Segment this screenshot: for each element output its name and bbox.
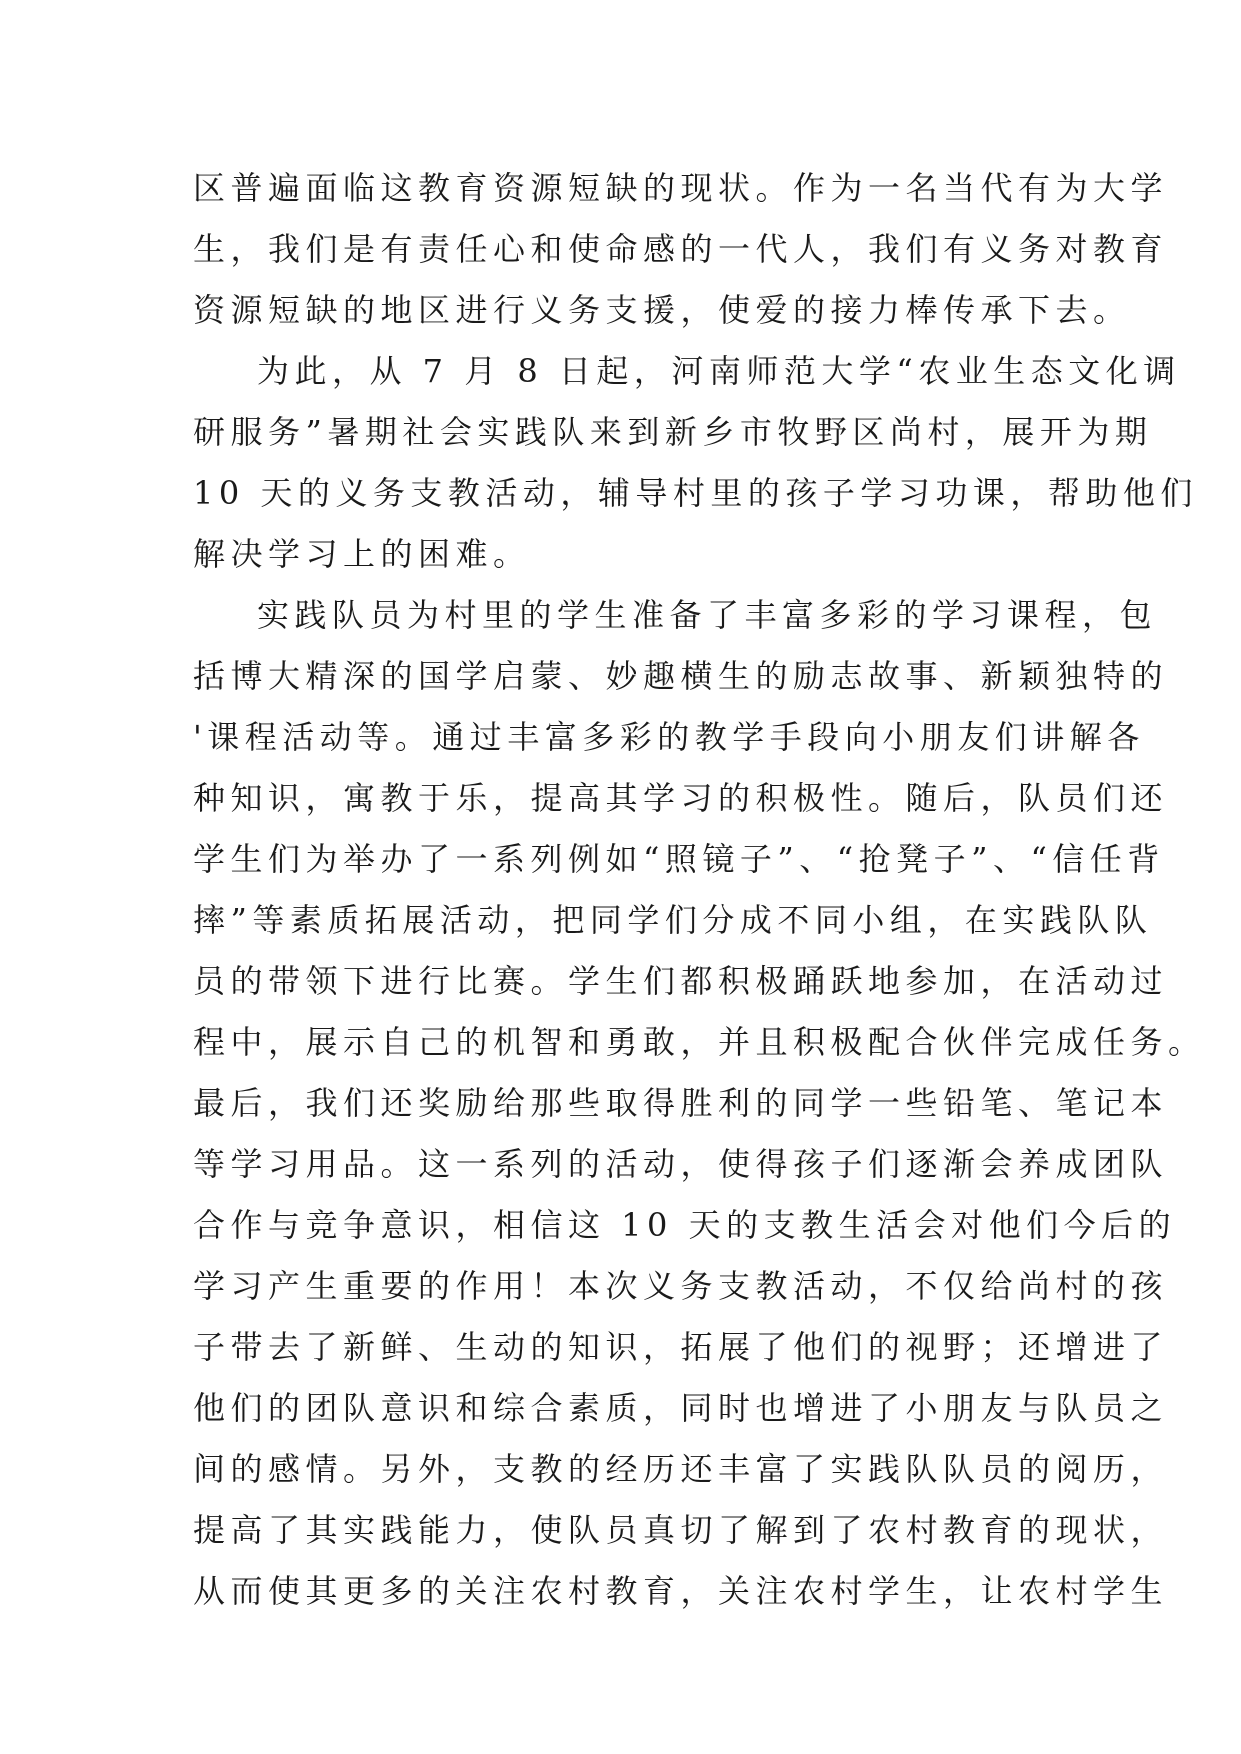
text-line: 区普遍面临这教育资源短缺的现状。作为一名当代有为大学	[193, 169, 1169, 207]
paragraph-1	[193, 158, 1169, 341]
text-line: 子带去了新鲜、生动的知识，拓展了他们的视野；还增进了	[193, 1328, 1169, 1366]
text-line: 种知识，寓教于乐，提高其学习的积极性。随后，队员们还	[193, 779, 1169, 817]
text-line: 提高了其实践能力，使队员真切了解到了农村教育的现状，	[193, 1511, 1169, 1549]
text-line: 从而使其更多的关注农村教育，关注农村学生，让农村学生	[193, 1572, 1169, 1610]
text-line: 最后，我们还奖励给那些取得胜利的同学一些铅笔、笔记本	[193, 1084, 1169, 1122]
text-line: 摔”等素质拓展活动，把同学们分成不同小组，在实践队队	[193, 901, 1153, 939]
text-line: 解决学习上的困难。	[193, 535, 531, 573]
text-line: 学生们为举办了一系列例如“照镜子”、“抢凳子”、“信任背	[193, 840, 1165, 878]
text-line: 实践队员为村里的学生准备了丰富多彩的学习课程，包	[257, 596, 1158, 634]
text-line: 资源短缺的地区进行义务支援，使爱的接力棒传承下去。	[193, 291, 1131, 329]
text-line: 10 天的义务支教活动，辅导村里的孩子学习功课，帮助他们	[193, 474, 1198, 512]
text-line: 研服务”暑期社会实践队来到新乡市牧野区尚村，展开为期	[193, 413, 1153, 451]
text-line: 程中，展示自己的机智和勇敢，并且积极配合伙伴完成任务。	[193, 1023, 1206, 1061]
text-line: '课程活动等。通过丰富多彩的教学手段向小朋友们讲解各	[193, 718, 1145, 756]
text-line: 为此，从 7 月 8 日起，河南师范大学“农业生态文化调	[257, 352, 1181, 390]
text-line: 间的感情。另外，支教的经历还丰富了实践队队员的阅历，	[193, 1450, 1169, 1488]
text-line: 等学习用品。这一系列的活动，使得孩子们逐渐会养成团队	[193, 1145, 1169, 1183]
text-line: 学习产生重要的作用！本次义务支教活动，不仅给尚村的孩	[193, 1267, 1169, 1305]
text-line: 生，我们是有责任心和使命感的一代人，我们有义务对教育	[193, 230, 1169, 268]
text-line: 员的带领下进行比赛。学生们都积极踊跃地参加，在活动过	[193, 962, 1169, 1000]
text-line: 括博大精深的国学启蒙、妙趣横生的励志故事、新颖独特的	[193, 657, 1169, 695]
paragraph-2	[193, 341, 1198, 585]
document-page	[193, 158, 1206, 1622]
text-line: 他们的团队意识和综合素质，同时也增进了小朋友与队员之	[193, 1389, 1169, 1427]
text-line: 合作与竞争意识，相信这 10 天的支教生活会对他们今后的	[193, 1206, 1177, 1244]
paragraph-3	[193, 585, 1206, 1622]
